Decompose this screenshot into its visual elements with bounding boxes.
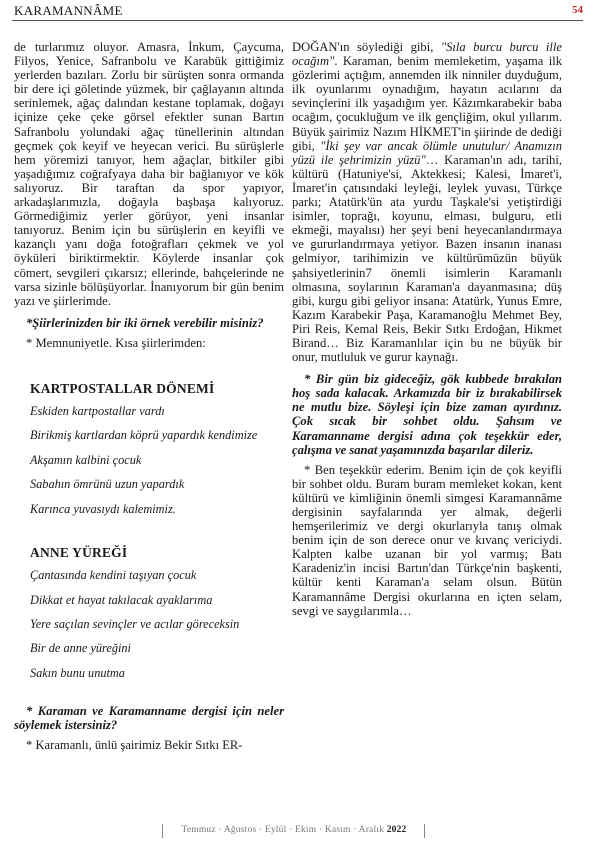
poem-line: Dikkat et hayat takılacak ayaklarıma <box>30 592 213 607</box>
poem-line: Birikmiş kartlardan köprü yapardık kendimize <box>30 428 258 443</box>
poem-title: ANNE YÜREĞİ <box>30 545 128 561</box>
poem-line: Yere saçılan sevinçler ve acılar göreceksin <box>30 616 240 631</box>
footer-year: 2022 <box>386 825 407 835</box>
interview-answer: * Memnuniyetle. Kısa şiirlerimden: <box>26 335 206 350</box>
footer-months: Temmuz · Ağustos · Eylül · Ekim · Kasım · Aralık <box>181 825 385 835</box>
interview-question: * Karaman ve Karamanname dergisi için neler söylemek istersiniz? <box>14 703 284 732</box>
poem-line: Karınca yuvasıydı kalemimiz. <box>30 501 176 516</box>
poem-line: Sakın bunu unutma <box>30 665 125 680</box>
magazine-title: KARAMANNÂME <box>14 3 123 18</box>
body-paragraph: de turlarımız oluyor. Amasra, İnkum, Çaycuma, Filyos, Yenice, Safranbolu ve Karabük gittiğimiz yerlerden bazıları. Zorlu bir sürüşten sonra ormanda bir dere içi göletinde yüzmek, bir çağlayanın altında serinlemek, ağaç dalından kestane toplamak, doğayı içinize çeke çeke görsel efektler sunan Bartın Safranbolu yolundaki ağaç tünellerinin altından geçmek çok keyif ve heyecan verici. Bu sürüşlerle hem yöremizi tanıyor, hem ağaçlar, bitkiler gibi yaşadığımız coğrafyaya daha bir bağlanıyor ve kök salıyoruz. Bir taraftan da spor yapıyor, arkadaşlarımızla, doğayla başbaşa kalıyoruz. Görmediğimiz yerler görüyor, yeni insanlar tanıyoruz. Benim için bu sürüşlerin en keyifli ve kazançlı yanı doğa fotoğrafları çekmek ve yol öyküleri biriktirmektir. Köylerde insanlar çok cömert, sevgileri çıkarsız; ellerinde, bahçelerinde ne varsa sizinle bölüşüyorlar. İnanıyorum bir gün benim yazı ve şiirlerimde. <box>14 40 284 308</box>
interview-question: *Şiirlerinizden bir iki örnek verebilir misiniz? <box>26 315 264 330</box>
text-run: . Karaman, benim memleketim, yaşama ilk gözlerimi açtığım, annemden ilk ninniler duyduğum, ilk oyunlarımı oynadığım, hayatın acılarını da sevinçlerini ilk yaşadığım yer. Kâzımkarabekir baba ocağım, çocukluğum ve ilk gençliğim, okul yıllarım. Büyük şairimiz Nazım HİKMET'in şiirinde de dediği gibi, <box>292 54 562 153</box>
interview-question: * Bir gün biz gideceğiz, gök kubbede bırakılan hoş sada kalacak. Arkamızda bir iz bırakabilirsek ne mutlu bize. Söyleşi için bize zaman ayırdınız. Çok sıcak bir sohbet oldu. Şahsım ve Karamanname dergisi adına çok teşekkür eder, çalışma ve sanat yaşamınızda başarılar dileriz. <box>292 372 562 457</box>
poem-line: Çantasında kendini taşıyan çocuk <box>30 568 197 583</box>
page-number: 54 <box>572 4 583 16</box>
quote-text: "Sıla burcu burcu ille ocağım" <box>292 40 562 69</box>
poem-line: Akşamın kalbini çocuk <box>30 452 142 467</box>
poem-line: Bir de anne yüreğini <box>30 641 131 656</box>
body-paragraph <box>292 40 562 364</box>
poem-line: Sabahın ömrünü uzun yapardık <box>30 477 185 492</box>
interview-answer: * Karamanlı, ünlü şairimiz Bekir Sıtkı ER- <box>26 737 243 752</box>
text-run: DOĞAN'ın söylediği gibi, <box>292 40 441 54</box>
header-rule <box>12 20 583 21</box>
text-run: … Karaman'ın adı, tarihi, kültürü (Hatuniye'si, Aktekkesi; Kalesi, İmaret'i, İmaret'in çatısındaki leyleği, leylek yuvası, Türkçe parkı; Atatürk'ün ata yurdu Taşkale'si yetiştirdiği isimler, toprağı, koyunu, elması, bulguru, etli ekmeği, mayalısı) her şeyi beni heyecanlandırmaya ve gururlandırmaya yetiyor. Bazen insanın inanası gelmiyor, tarihimizin ve kültürümüzün büyük şahsiyetlerinin7 önemli isimlerin Karamanlı olmasına, soylarının Karaman'a dayanmasına; düş gibi, kurgu gibi geliyor insana: Atatürk, Yunus Emre, Kazım Karabekir Paşa, Karamanoğlu Mehmet Bey, Piri Reis, Kemal Reis, Bekir Sıtkı Erdoğan, Hikmet Birand… Biz Karamanlılar için bu ne büyük bir onur, mutluluk ve gurur kaynağı. <box>292 152 563 365</box>
footer-divider <box>162 824 163 838</box>
left-column <box>14 40 284 752</box>
footer-divider <box>424 824 425 838</box>
poem-title: KARTPOSTALLAR DÖNEMİ <box>30 380 215 396</box>
interview-answer: * Ben teşekkür ederim. Benim için de çok keyifli bir sohbet oldu. Buram buram memleket kokan, kent kültürü ve kimliğinin önemli simgesi Karamannâme dergisinin sayfalarında yer almak, değerli hemşerilerimiz ve dergi okurlarıyla tanış olmak benim için de son derece onur ve kıvanç vericiydi. Kalpten kalbe uzanan bir yol varmış; Batı Karadeniz'in incisi Bartın'dan Türkçe'nin başkenti, kültür kenti Karaman'a selam olsun. Bütün Karamannâme Dergisi okurlarına en içten selam, sevgi ve saygılarımla… <box>292 462 562 618</box>
footer <box>164 825 424 835</box>
right-column <box>292 40 562 618</box>
quote-text: "İki şey var ancak ölümle unutulur/ Anamızın yüzü ile şehrimizin yüzü" <box>292 138 562 167</box>
poem-line: Eskiden kartpostallar vardı <box>30 404 165 419</box>
